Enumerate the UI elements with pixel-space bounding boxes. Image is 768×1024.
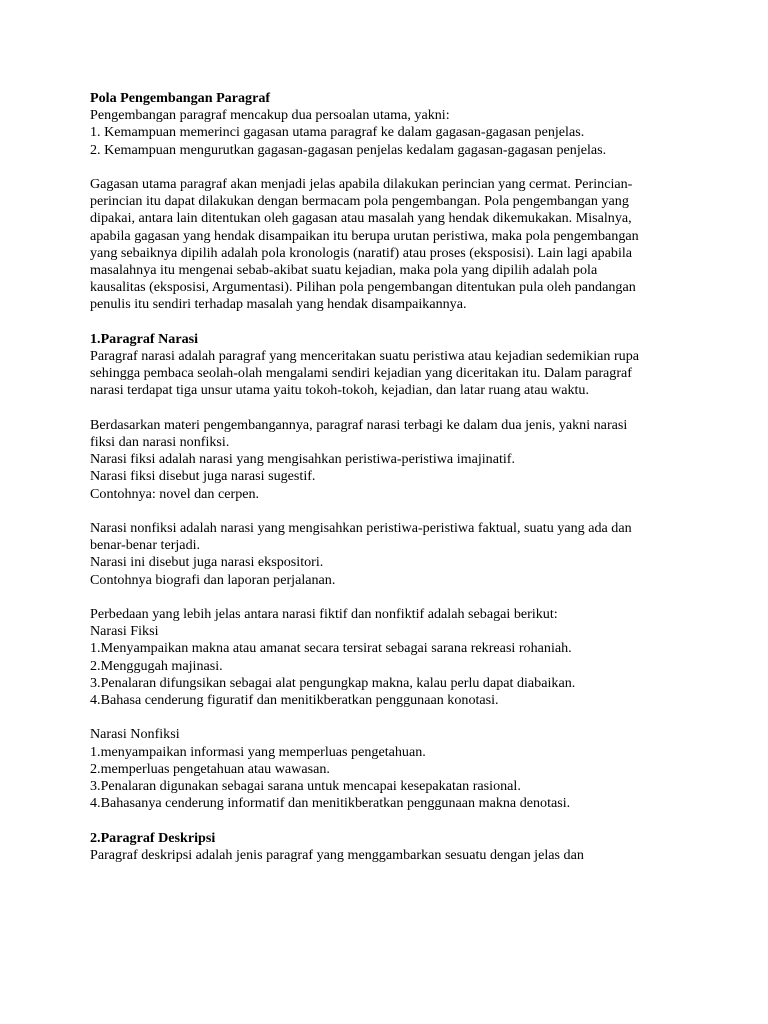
text-line: benar-benar terjadi. (90, 537, 201, 554)
text-line: 3.Penalaran digunakan sebagai sarana untuk mencapai kesepakatan rasional. (90, 778, 521, 795)
text-line: Narasi fiksi adalah narasi yang mengisahkan peristiwa-peristiwa imajinatif. (90, 451, 516, 468)
section-heading: 1.Paragraf Narasi (90, 330, 199, 347)
text-line: Paragraf deskripsi adalah jenis paragraf yang menggambarkan sesuatu dengan jelas dan (90, 846, 584, 863)
text-line: dipakai, antara lain ditentukan oleh gagasan atau masalah yang hendak dikemukakan. Misalnya, (90, 210, 632, 227)
text-line: 2. Kemampuan mengurutkan gagasan-gagasan penjelas kedalam gagasan-gagasan penjelas. (90, 141, 607, 158)
text-line: Narasi fiksi disebut juga narasi sugestif. (90, 468, 316, 485)
text-line: 2.memperluas pengetahuan atau wawasan. (90, 760, 330, 777)
document-page (90, 90, 682, 864)
text-line: Contohnya biografi dan laporan perjalanan. (90, 571, 336, 588)
text-line: 3.Penalaran difungsikan sebagai alat pengungkap makna, kalau perlu dapat diabaikan. (90, 674, 576, 691)
text-line: 1.Menyampaikan makna atau amanat secara tersirat sebagai sarana rekreasi rohaniah. (90, 640, 572, 657)
text-line: 2.Menggugah majinasi. (90, 657, 223, 674)
text-line: narasi terdapat tiga unsur utama yaitu tokoh-tokoh, kejadian, dan latar ruang atau waktu. (90, 382, 589, 399)
text-line: masalahnya itu mengenai sebab-akibat suatu kejadian, maka pola yang dipilih adalah pola (90, 262, 598, 279)
text-line: kausalitas (eksposisi, Argumentasi). Pilihan pola pengembangan ditentukan pula oleh pandangan (90, 279, 636, 296)
text-line: 1. Kemampuan memerinci gagasan utama paragraf ke dalam gagasan-gagasan penjelas. (90, 124, 585, 141)
text-line: Pengembangan paragraf mencakup dua persoalan utama, yakni: (90, 107, 450, 124)
text-line: Gagasan utama paragraf akan menjadi jelas apabila dilakukan perincian yang cermat. Perincian- (90, 176, 633, 192)
text-line: Contohnya: novel dan cerpen. (90, 485, 260, 502)
text-line: fiksi dan narasi nonfiksi. (90, 434, 230, 451)
text-line: apabila gagasan yang hendak disampaikan itu berupa urutan peristiwa, maka pola pengembangan (90, 227, 639, 244)
text-line: perincian itu dapat dilakukan dengan bermacam pola pengembangan. Pola pengembangan yang (90, 193, 629, 210)
text-line: Narasi Fiksi (90, 623, 159, 640)
text-line: Berdasarkan materi pengembangannya, paragraf narasi terbagi ke dalam dua jenis, yakni narasi (90, 416, 628, 433)
blank-line (90, 314, 682, 331)
blank-line (90, 159, 682, 176)
text-line: 4.Bahasa cenderung figuratif dan menitikberatkan penggunaan konotasi. (90, 692, 499, 709)
text-line: yang sebaiknya dipilih adalah pola kronologis (naratif) atau proses (eksposisi). Lain lagi apabila (90, 244, 633, 261)
section-heading: Pola Pengembangan Paragraf (90, 90, 271, 106)
blank-line (90, 709, 682, 726)
blank-line (90, 812, 682, 829)
text-line: Narasi ini disebut juga narasi ekspositori. (90, 554, 324, 571)
text-line: 1.menyampaikan informasi yang memperluas pengetahuan. (90, 743, 426, 760)
section-heading: 2.Paragraf Deskripsi (90, 829, 216, 846)
text-line: Paragraf narasi adalah paragraf yang menceritakan suatu peristiwa atau kejadian sedemikian rupa (90, 348, 640, 365)
text-line: Narasi nonfiksi adalah narasi yang mengisahkan peristiwa-peristiwa faktual, suatu yang ada dan (90, 520, 632, 537)
blank-line (90, 589, 682, 606)
text-line: 4.Bahasanya cenderung informatif dan menitikberatkan penggunaan makna denotasi. (90, 795, 571, 812)
text-line: penulis itu sendiri terhadap masalah yang hendak disampaikannya. (90, 296, 467, 313)
text-line: Perbedaan yang lebih jelas antara narasi fiktif dan nonfiktif adalah sebagai berikut: (90, 606, 558, 623)
blank-line (90, 400, 682, 417)
text-line: sehingga pembaca seolah-olah mengalami sendiri kejadian yang diceritakan itu. Dalam paragraf (90, 365, 632, 382)
blank-line (90, 503, 682, 520)
text-line: Narasi Nonfiksi (90, 726, 180, 743)
